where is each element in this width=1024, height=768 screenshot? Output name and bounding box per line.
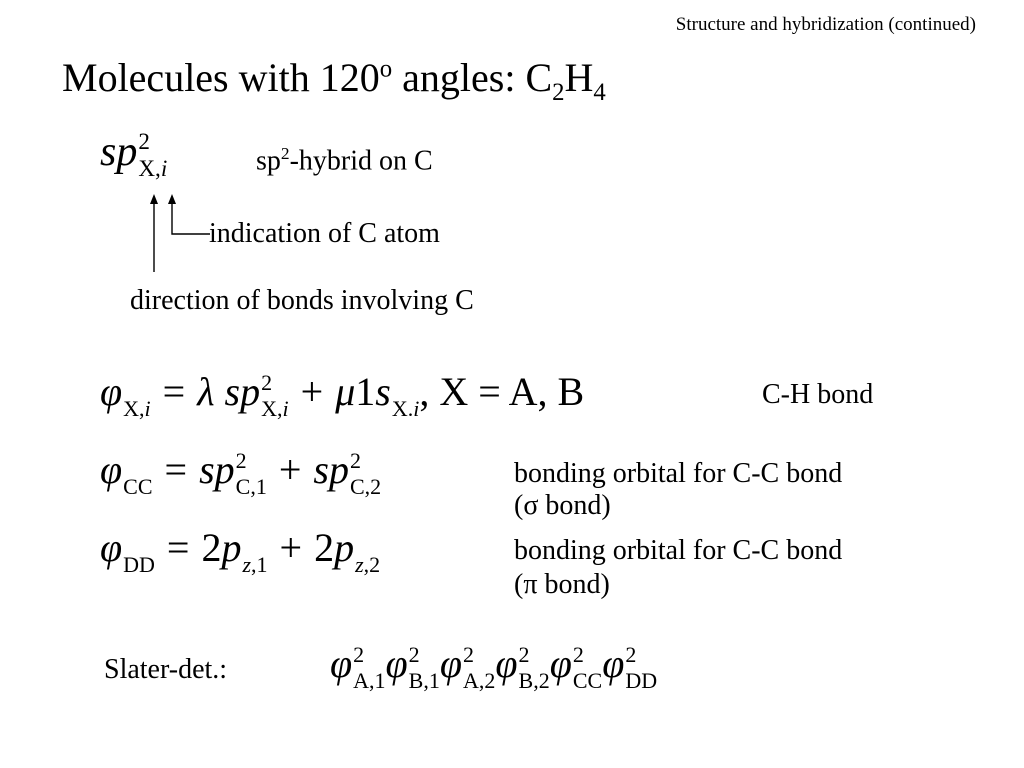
eq3-p1-scripts — [242, 530, 268, 577]
eq3-p1-sup-empty — [242, 528, 267, 550]
eq3-phi-sub: DD — [123, 551, 155, 577]
notation-scripts — [138, 128, 168, 182]
eq2-phi-scripts — [123, 452, 153, 499]
eq1-sp: sp — [224, 369, 261, 414]
eq3-p1: p — [221, 525, 242, 570]
eq3-p2-sup-empty — [355, 528, 380, 550]
atom-arrow-line — [172, 200, 210, 234]
title-tail: angles: C — [392, 55, 553, 100]
slater-term-scripts: 2 A,1 — [353, 641, 386, 693]
eq3-two1: 2 — [201, 525, 222, 570]
eq2-sp1: sp — [199, 447, 235, 492]
slater-term-scripts: 2 B,1 — [408, 641, 440, 693]
title-sub-h: 4 — [593, 79, 606, 106]
eq1-label: C-H bond — [762, 379, 874, 410]
eq2-phi-sub: CC — [123, 473, 153, 499]
slater-term: φ 2 A,2 — [439, 641, 496, 693]
eq3-p2-sub: z,2 — [355, 551, 381, 577]
eq1-tail: , X = A, B — [419, 369, 585, 414]
notation-sup: 2 — [138, 128, 150, 155]
eq2-sp1-scripts — [235, 447, 267, 499]
atom-indication-label: indication of C atom — [209, 218, 440, 249]
eq3-label — [514, 534, 842, 602]
slater-term: φ 2 A,1 — [330, 641, 386, 693]
eq3-p1-sub: z,1 — [242, 551, 268, 577]
slide-title — [62, 54, 606, 107]
eq3-p2: p — [334, 525, 355, 570]
equation-ch-bond — [100, 368, 585, 421]
eq2-label — [514, 458, 842, 522]
eq2-sp2: sp — [313, 447, 349, 492]
notation-sp: sp — [100, 129, 138, 175]
eq1-s-sup-empty — [392, 372, 420, 394]
slater-term: φ 2 B,2 — [495, 641, 550, 693]
eq1-s-sub: X.i — [391, 395, 420, 421]
notation-description: $sp^2$-hybrid on C — [256, 144, 433, 177]
eq3-phi-scripts — [123, 530, 155, 577]
eq1-phi-scripts — [123, 374, 151, 421]
eq2-sp1-sub: C,1 — [235, 473, 267, 499]
notation-sub-i: i — [160, 155, 168, 182]
slater-term-scripts: 2 CC — [572, 641, 603, 693]
eq2-phi: φ — [100, 447, 123, 492]
direction-arrowhead-icon — [150, 194, 158, 204]
slater-term-scripts: 2 A,2 — [463, 641, 496, 693]
eq1-one: 1 — [355, 369, 376, 414]
eq1-plus: + — [300, 369, 324, 414]
eq3-plus: + — [279, 525, 303, 570]
eq2-sp1-sup: 2 — [235, 447, 247, 473]
eq3-phi-sup-empty — [123, 528, 155, 550]
eq1-phi-sup-empty — [123, 372, 151, 394]
eq1-phi-sub: X,i — [123, 395, 151, 421]
eq1-sp-sub: X,i — [261, 395, 289, 421]
equation-sigma-bond — [100, 446, 382, 499]
eq3-p2-scripts — [355, 530, 381, 577]
title-degree: o — [379, 55, 393, 83]
eq1-sp-scripts — [261, 369, 289, 421]
equation-pi-bond — [100, 524, 381, 577]
eq2-label-line1: bonding orbital for C-C bond — [514, 458, 843, 489]
eq3-label-line1: bonding orbital for C-C bond — [514, 535, 843, 566]
eq2-plus: + — [278, 447, 302, 492]
eq1-s-scripts — [391, 374, 420, 421]
eq3-two2: 2 — [314, 525, 335, 570]
slater-label: Slater-det.: — [104, 654, 228, 685]
eq3-label-line2: (π bond) — [514, 569, 610, 600]
eq1-equals: = — [162, 369, 186, 414]
slater-term-scripts: 2 DD — [625, 641, 658, 693]
eq3-phi: φ — [100, 525, 123, 570]
slater-term: φ 2 DD — [602, 641, 658, 693]
title-h: H — [564, 55, 594, 100]
slide-header: Structure and hybridization (continued) — [675, 14, 976, 35]
eq1-mu: μ — [335, 369, 356, 414]
notation-sub-x: X, — [138, 155, 161, 182]
eq2-equals: = — [164, 447, 188, 492]
direction-label: direction of bonds involving C — [130, 285, 474, 316]
eq1-lambda: λ — [197, 369, 215, 414]
eq2-sp2-sup: 2 — [349, 447, 361, 473]
eq2-phi-sup-empty — [123, 450, 152, 472]
notation-sub — [138, 157, 167, 180]
slater-term: φ 2 B,1 — [385, 641, 440, 693]
title-sub-c: 2 — [552, 79, 565, 106]
title-main: Molecules with 120 — [62, 55, 380, 100]
eq1-sp-sup: 2 — [261, 369, 273, 395]
slater-term-scripts: 2 B,2 — [518, 641, 550, 693]
eq1-phi: φ — [100, 369, 123, 414]
notation-symbol — [100, 128, 168, 182]
slater-term: φ 2 CC — [549, 641, 603, 693]
eq2-sp2-sub: C,2 — [349, 473, 382, 499]
eq3-equals: = — [166, 525, 190, 570]
eq1-s: s — [375, 369, 391, 414]
eq2-label-line2: (σ bond) — [514, 490, 611, 521]
slater-product — [330, 640, 658, 693]
atom-arrowhead-icon — [168, 194, 176, 204]
eq2-sp2-scripts — [349, 447, 382, 499]
